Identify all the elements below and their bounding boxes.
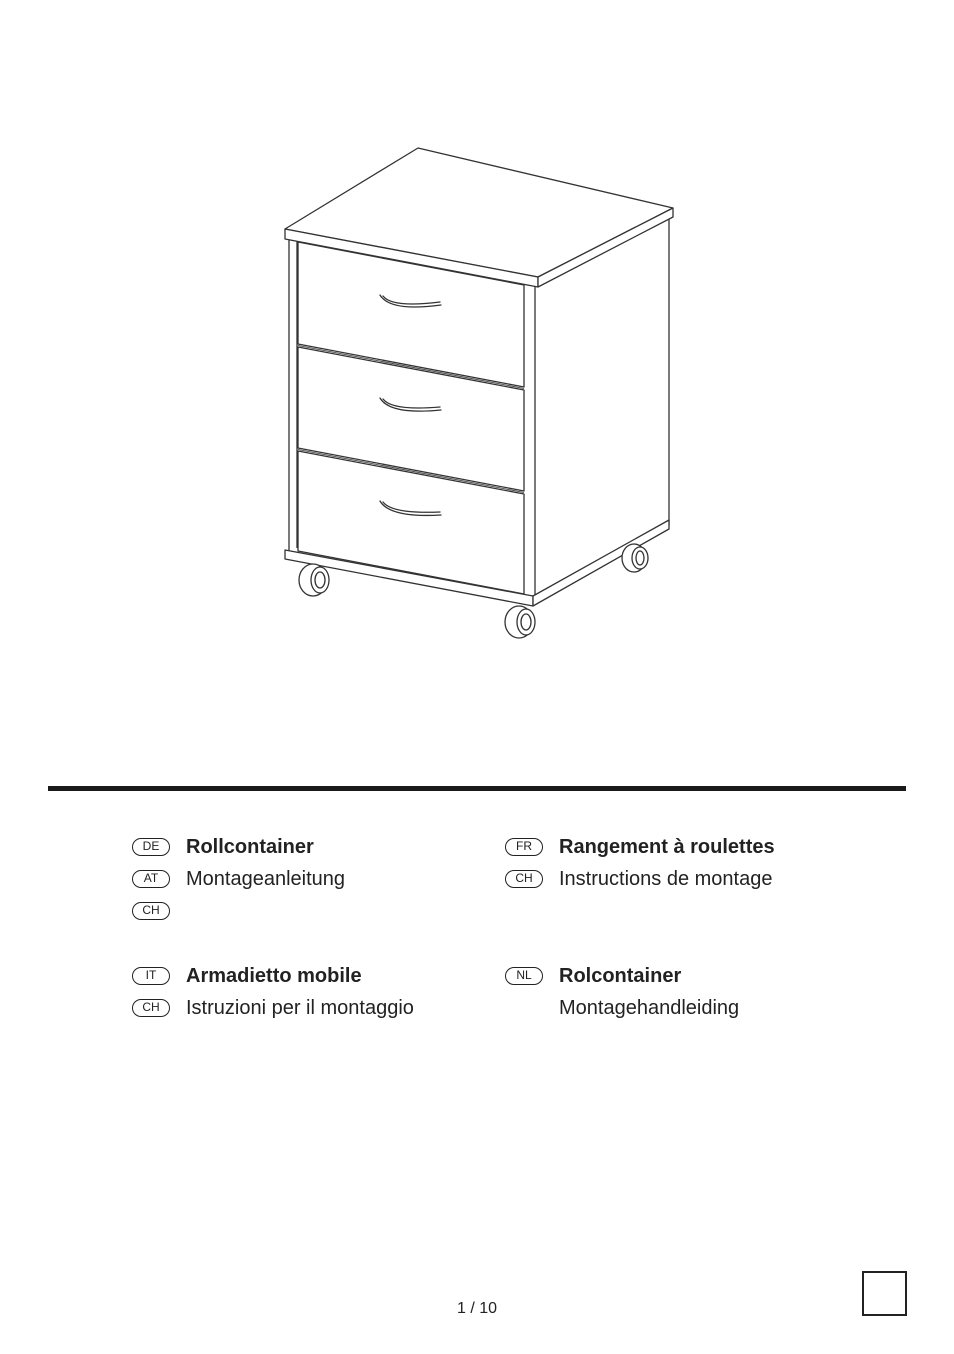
language-badge: CH (132, 999, 170, 1017)
instructions-label: Istruzioni per il montaggio (186, 997, 414, 1019)
product-title: Rangement à roulettes (559, 836, 775, 858)
language-badge: CH (132, 902, 170, 920)
instructions-label: Instructions de montage (559, 868, 773, 890)
product-title: Rolcontainer (559, 965, 682, 987)
language-badge: IT (132, 967, 170, 985)
instructions-label: Montagehandleiding (559, 997, 740, 1019)
language-badge: CH (505, 870, 543, 888)
language-badge: NL (505, 967, 543, 985)
product-title: Rollcontainer (186, 836, 314, 858)
language-badge: FR (505, 838, 543, 856)
page-number: 1 / 10 (456, 1300, 498, 1317)
instructions-label: Montageanleitung (186, 868, 346, 890)
language-badge: AT (132, 870, 170, 888)
corner-box (862, 1271, 907, 1316)
product-title: Armadietto mobile (186, 965, 362, 987)
horizontal-rule (48, 786, 906, 791)
language-badge: DE (132, 838, 170, 856)
